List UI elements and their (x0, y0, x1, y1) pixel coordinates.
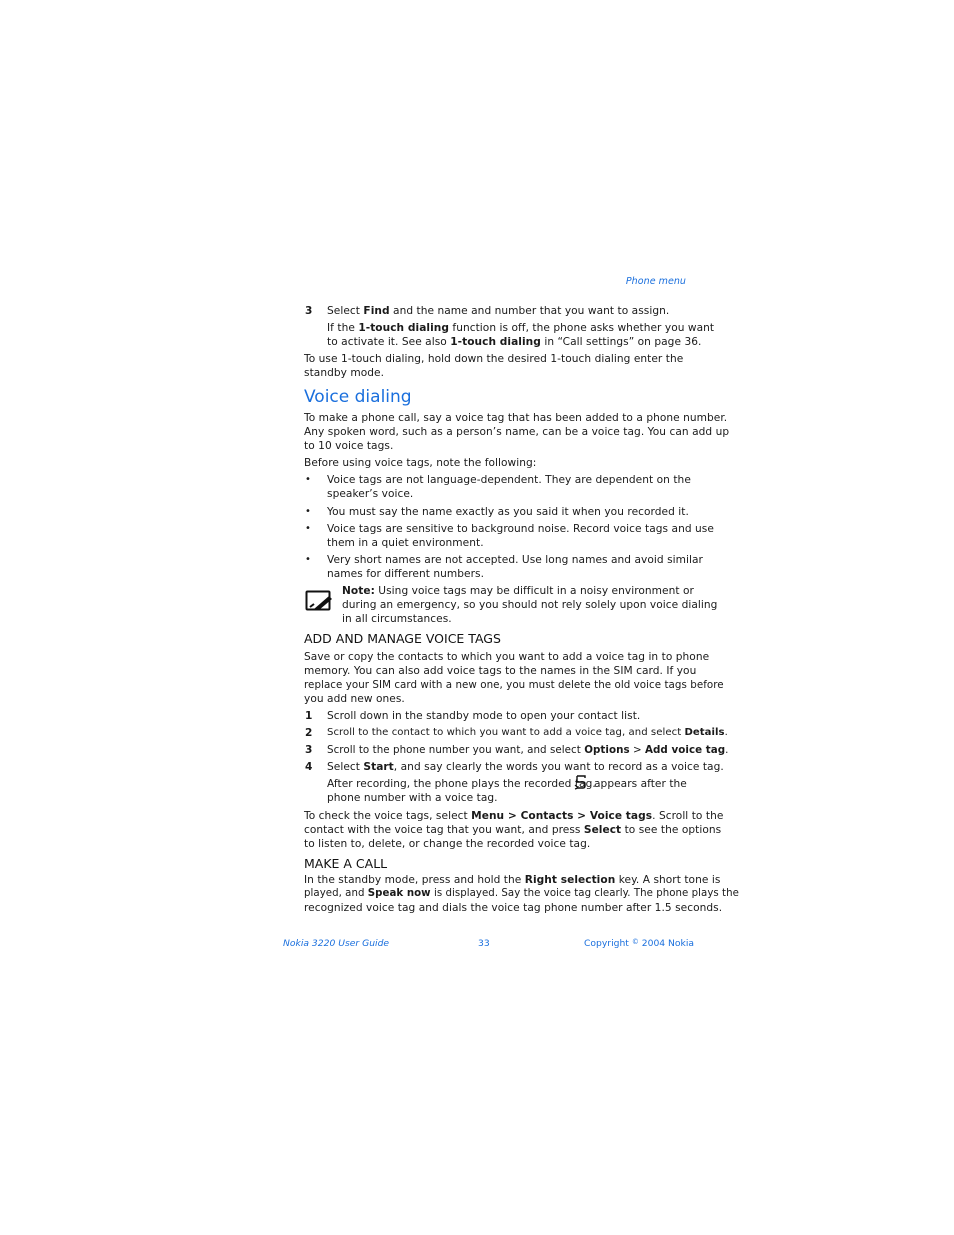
paragraph: To make a phone call, say a voice tag that has been added to a phone number. (304, 412, 728, 424)
step-text: If the 1-touch dialing function is off, the phone asks whether you want (327, 322, 715, 334)
paragraph: to listen to, delete, or change the recorded voice tag. (304, 838, 591, 850)
paragraph: contact with the voice tag that you want, and press Select to see the options (304, 824, 722, 836)
note-text: Note: Using voice tags may be difficult in a noisy environment or (342, 585, 694, 597)
bullet: • (305, 474, 311, 485)
subsection-title: MAKE A CALL (304, 856, 388, 871)
paragraph: replace your SIM card with a new one, you must delete the old voice tags before (304, 679, 724, 691)
step-text: Scroll down in the standby mode to open your contact list. (327, 710, 641, 722)
paragraph: recognized voice tag and dials the voice tag phone number after 1.5 seconds. (304, 902, 723, 914)
voice-tag-icon (574, 774, 588, 790)
step-text: Select Find and the name and number that you want to assign. (327, 305, 670, 317)
bullet-text: names for different numbers. (327, 568, 485, 580)
bullet: • (305, 523, 311, 534)
bullet-text: Very short names are not accepted. Use long names and avoid similar (327, 554, 703, 566)
paragraph: played, and Speak now is displayed. Say the voice tag clearly. The phone plays the (304, 888, 739, 899)
bullet-text: them in a quiet environment. (327, 537, 484, 549)
step-text: After recording, the phone plays the recorded tag. (327, 778, 596, 790)
paragraph: Any spoken word, such as a person’s name, can be a voice tag. You can add up (304, 426, 730, 438)
paragraph: you add new ones. (304, 693, 405, 705)
note-text: during an emergency, so you should not rely solely upon voice dialing (342, 599, 718, 611)
paragraph: memory. You can also add voice tags to the names in the SIM card. If you (304, 665, 697, 677)
note-icon (305, 590, 333, 612)
bullet-text: speaker’s voice. (327, 488, 414, 500)
footer-copyright: Copyright © 2004 Nokia (584, 938, 695, 949)
running-header: Phone menu (625, 276, 686, 287)
step-number: 4 (305, 761, 313, 773)
paragraph: To use 1-touch dialing, hold down the desired 1-touch dialing enter the (304, 353, 684, 365)
page-number: 33 (478, 938, 490, 949)
bullet: • (305, 506, 311, 517)
step-number: 1 (305, 710, 313, 722)
footer-guide-title: Nokia 3220 User Guide (283, 938, 390, 949)
section-title: Voice dialing (304, 387, 412, 407)
note-text: in all circumstances. (342, 613, 452, 625)
step-text: appears after the (594, 778, 687, 790)
step-number: 2 (305, 727, 313, 739)
step-text: to activate it. See also 1-touch dialing in “Call settings” on page 36. (327, 336, 702, 348)
step-text: Select Start, and say clearly the words you want to record as a voice tag. (327, 761, 724, 773)
step-number: 3 (305, 305, 313, 317)
step-number: 3 (305, 744, 313, 756)
paragraph: to 10 voice tags. (304, 440, 394, 452)
bullet: • (305, 554, 311, 565)
paragraph: Save or copy the contacts to which you want to add a voice tag in to phone (304, 651, 710, 663)
step-text: Scroll to the contact to which you want to add a voice tag, and select Details. (327, 727, 728, 738)
subsection-title: ADD AND MANAGE VOICE TAGS (304, 631, 501, 646)
bullet-text: You must say the name exactly as you said it when you recorded it. (327, 506, 689, 518)
paragraph: To check the voice tags, select Menu > Contacts > Voice tags. Scroll to the (304, 810, 724, 822)
paragraph: Before using voice tags, note the following: (304, 457, 537, 469)
step-text: phone number with a voice tag. (327, 792, 498, 804)
paragraph: standby mode. (304, 367, 385, 379)
step-text: Scroll to the phone number you want, and select Options > Add voice tag. (327, 744, 729, 756)
bullet-text: Voice tags are sensitive to background noise. Record voice tags and use (327, 523, 714, 535)
bullet-text: Voice tags are not language-dependent. They are dependent on the (327, 474, 691, 486)
paragraph: In the standby mode, press and hold the Right selection key. A short tone is (304, 874, 721, 886)
